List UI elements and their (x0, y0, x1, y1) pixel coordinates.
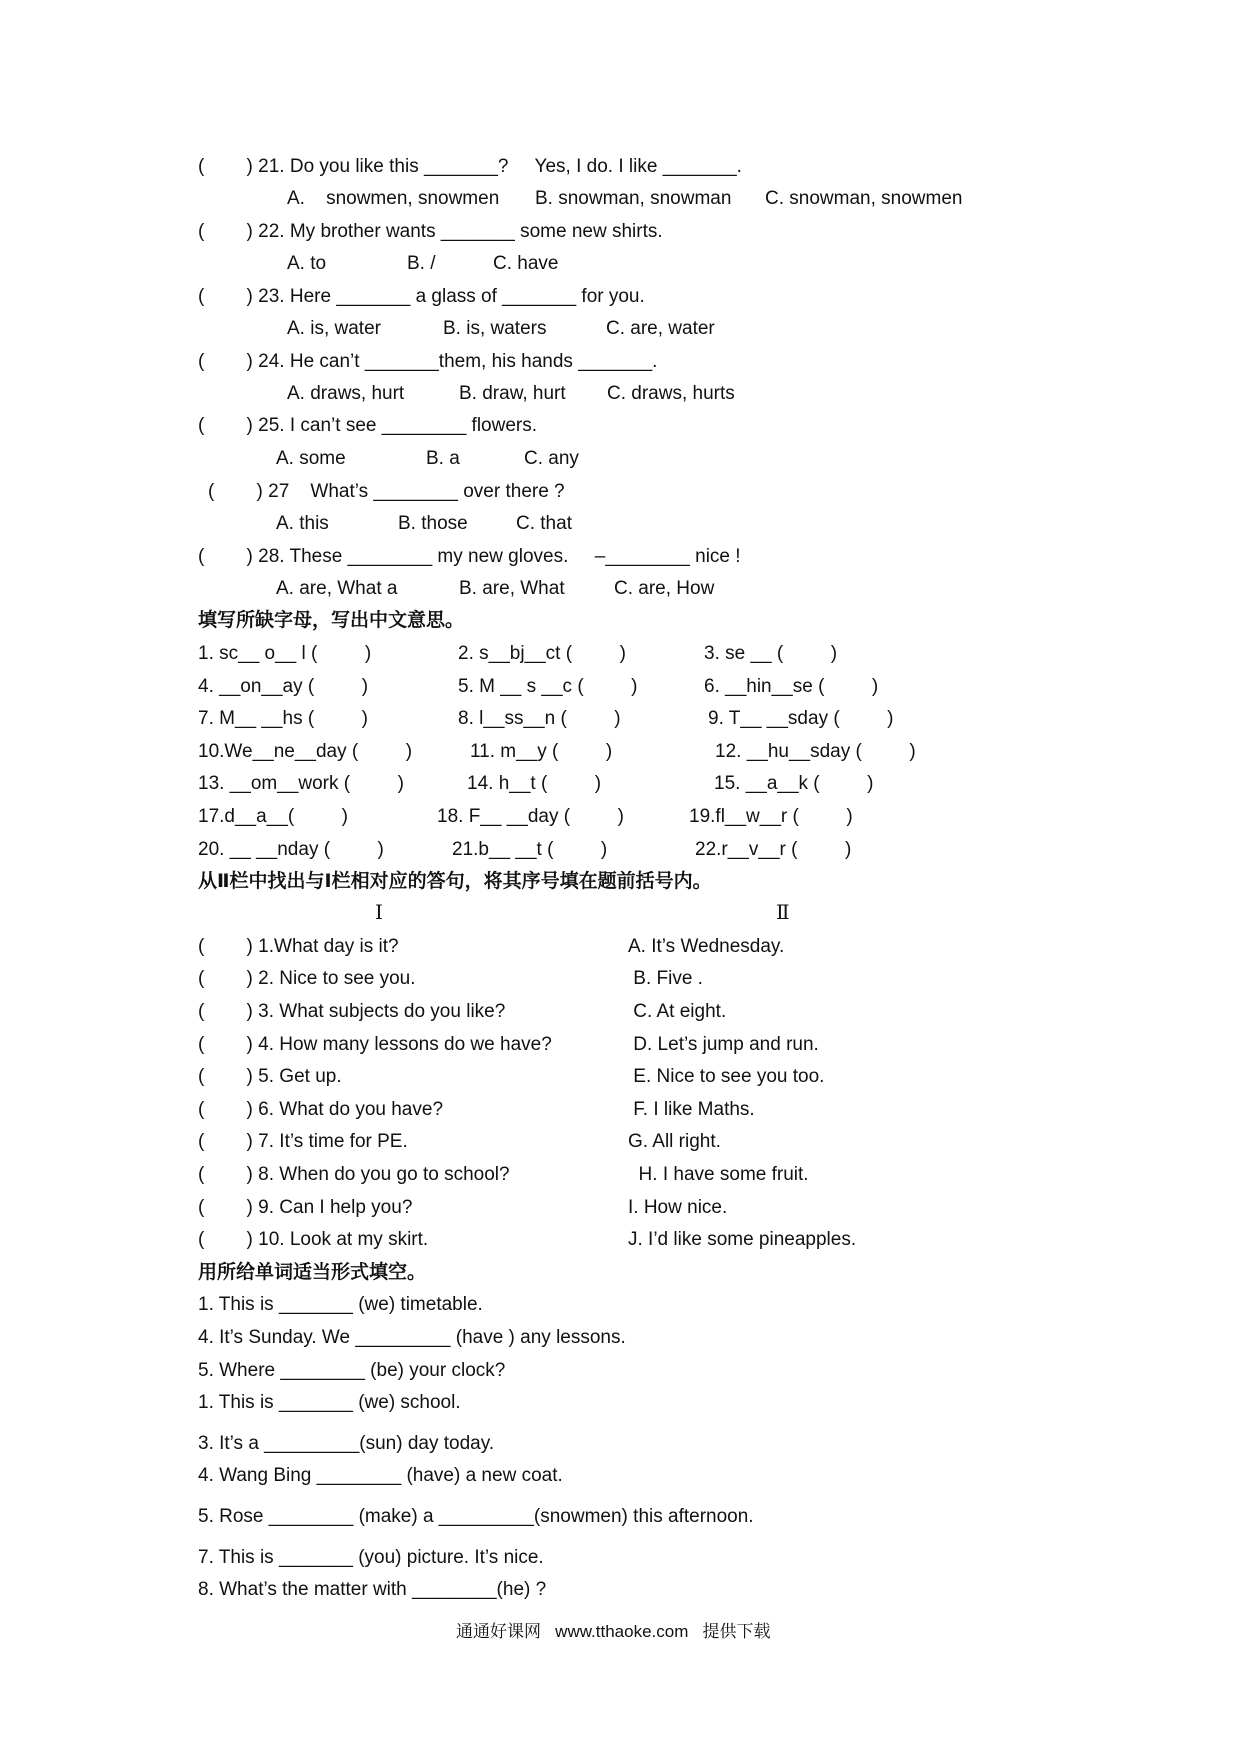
option-c: C. draws, hurts (607, 383, 735, 404)
option-c: C. are, water (606, 318, 715, 339)
word-item: 2. s__bj__ct ( ) (458, 643, 626, 664)
option-a: A. draws, hurt (287, 383, 405, 404)
option-a: A. is, water (287, 318, 381, 339)
word-item: 8. l__ss__n ( ) (458, 708, 621, 729)
option-a: A. snowmen, snowmen (287, 188, 500, 209)
option-b: B. a (426, 448, 460, 469)
word-item: 13. __om__work ( ) (198, 773, 404, 794)
word-item: 7. M__ __hs ( ) (198, 708, 369, 729)
section-title-missing-letters: 填写所缺字母，写出中文意思。 (198, 609, 465, 631)
matching-answer: A. It’s Wednesday. (628, 936, 785, 957)
matching-answer: D. Let’s jump and run. (628, 1034, 819, 1055)
option-c: C. have (493, 253, 559, 274)
word-item: 18. F__ __day ( ) (437, 806, 624, 827)
matching-question: ( ) 10. Look at my skirt. (198, 1229, 429, 1250)
option-b: B. those (398, 513, 468, 534)
question-23: ( ) 23. Here _______ a glass of _______ for you. (198, 286, 645, 307)
matching-question: ( ) 3. What subjects do you like? (198, 1001, 506, 1022)
matching-answer: J. I’d like some pineapples. (628, 1229, 857, 1250)
option-a: A. are, What a (276, 578, 398, 599)
column-header-1: Ⅰ (375, 900, 383, 924)
fill-in-item: 5. Rose ________ (make) a _________(snowmen) this afternoon. (198, 1506, 754, 1527)
question-22: ( ) 22. My brother wants _______ some new shirts. (198, 221, 663, 242)
word-item: 15. __a__k ( ) (714, 773, 874, 794)
option-a: A. some (276, 448, 346, 469)
word-item: 10.We__ne__day ( ) (198, 741, 413, 762)
word-item: 3. se __ ( ) (704, 643, 838, 664)
word-item: 6. __hin__se ( ) (704, 676, 879, 697)
matching-answer: B. Five . (628, 968, 703, 989)
option-c: C. that (516, 513, 572, 534)
fill-in-item: 8. What’s the matter with ________(he) ? (198, 1579, 547, 1600)
fill-in-item: 4. It’s Sunday. We _________ (have ) any lessons. (198, 1327, 626, 1348)
matching-question: ( ) 4. How many lessons do we have? (198, 1034, 552, 1055)
fill-in-item: 1. This is _______ (we) timetable. (198, 1294, 483, 1315)
matching-question: ( ) 1.What day is it? (198, 936, 399, 957)
option-b: B. are, What (459, 578, 565, 599)
matching-answer: E. Nice to see you too. (628, 1066, 825, 1087)
word-item: 20. __ __nday ( ) (198, 839, 384, 860)
matching-answer: F. I like Maths. (628, 1099, 755, 1120)
matching-question: ( ) 7. It’s time for PE. (198, 1131, 408, 1152)
word-item: 21.b__ __t ( ) (452, 839, 608, 860)
matching-question: ( ) 8. When do you go to school? (198, 1164, 510, 1185)
word-item: 17.d__a__( ) (198, 806, 348, 827)
option-c: C. any (524, 448, 579, 469)
matching-question: ( ) 9. Can I help you? (198, 1197, 413, 1218)
word-item: 5. M __ s __c ( ) (458, 676, 638, 697)
word-item: 14. h__t ( ) (467, 773, 602, 794)
word-item: 12. __hu__sday ( ) (715, 741, 916, 762)
option-c: C. are, How (614, 578, 715, 599)
option-b: B. / (407, 253, 436, 274)
matching-question: ( ) 2. Nice to see you. (198, 968, 416, 989)
page-footer: 通通好课网 www.tthaoke.com 提供下载 (456, 1622, 771, 1641)
matching-answer: G. All right. (628, 1131, 721, 1152)
option-a: A. to (287, 253, 327, 274)
word-item: 9. T__ __sday ( ) (708, 708, 894, 729)
option-b: B. draw, hurt (459, 383, 566, 404)
column-header-2: Ⅱ (776, 900, 790, 924)
fill-in-item: 4. Wang Bing ________ (have) a new coat. (198, 1465, 563, 1486)
question-24: ( ) 24. He can’t _______them, his hands _______. (198, 351, 658, 372)
fill-in-item: 1. This is _______ (we) school. (198, 1392, 461, 1413)
option-c: C. snowman, snowmen (765, 188, 963, 209)
word-item: 4. __on__ay ( ) (198, 676, 369, 697)
option-b: B. is, waters (443, 318, 547, 339)
matching-question: ( ) 6. What do you have? (198, 1099, 444, 1120)
fill-in-item: 5. Where ________ (be) your clock? (198, 1360, 506, 1381)
matching-answer: I. How nice. (628, 1197, 728, 1218)
question-28: ( ) 28. These ________ my new gloves. –________ nice ! (198, 546, 741, 567)
matching-answer: C. At eight. (628, 1001, 727, 1022)
section-title-fill-in: 用所给单词适当形式填空。 (198, 1261, 427, 1283)
word-item: 11. m__y ( ) (470, 741, 613, 762)
word-item: 1. sc__ o__ l ( ) (198, 643, 372, 664)
matching-question: ( ) 5. Get up. (198, 1066, 342, 1087)
word-item: 22.r__v__r ( ) (695, 839, 852, 860)
option-a: A. this (276, 513, 329, 534)
section-title-matching: 从Ⅱ栏中找出与Ⅰ栏相对应的答句，将其序号填在题前括号内。 (198, 870, 712, 892)
option-b: B. snowman, snowman (535, 188, 732, 209)
matching-answer: H. I have some fruit. (628, 1164, 809, 1185)
fill-in-item: 7. This is _______ (you) picture. It’s nice. (198, 1547, 544, 1568)
fill-in-item: 3. It’s a _________(sun) day today. (198, 1433, 495, 1454)
word-item: 19.fl__w__r ( ) (689, 806, 853, 827)
question-25: ( ) 25. I can’t see ________ flowers. (198, 415, 538, 436)
question-27: ( ) 27 What’s ________ over there ? (208, 481, 565, 502)
question-21: ( ) 21. Do you like this _______? Yes, I do. I like _______. (198, 156, 742, 177)
